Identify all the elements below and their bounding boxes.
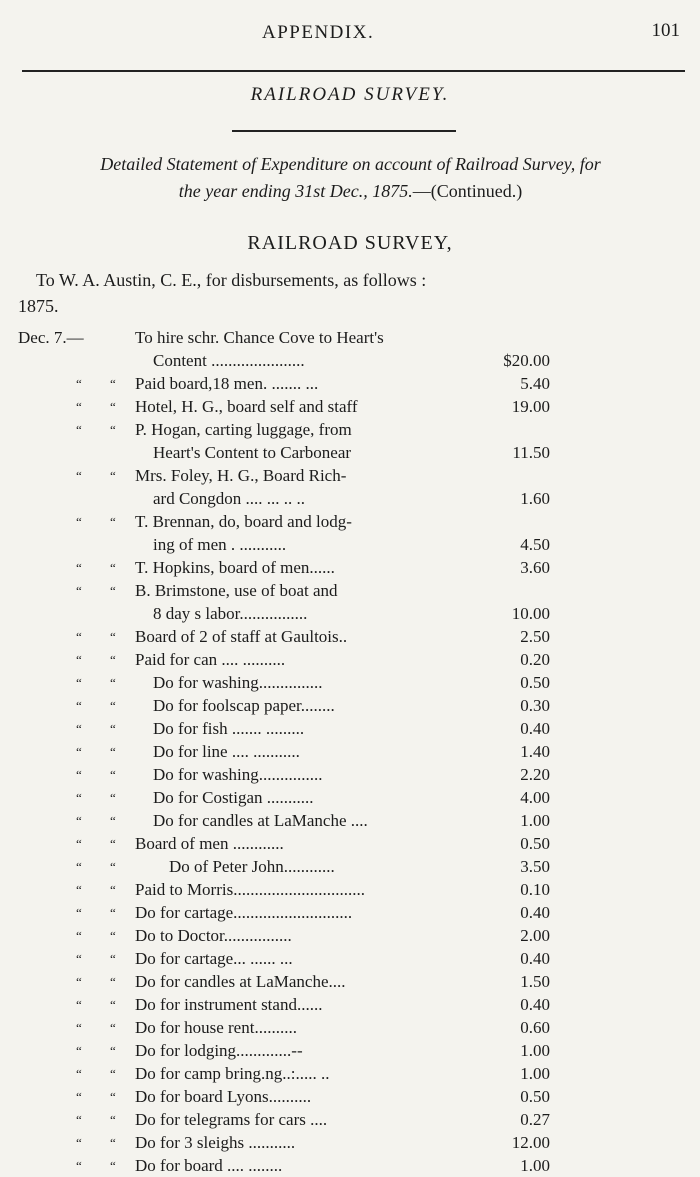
ditto-mark: “ (76, 997, 82, 1012)
entry-description (135, 924, 457, 947)
ditto-mark: “ (76, 1112, 82, 1127)
ditto-mark: “ (76, 1066, 82, 1081)
ditto-mark: “ (76, 560, 82, 575)
ditto-mark: “ (76, 974, 82, 989)
entry-amount: 3.50 (520, 857, 550, 876)
entry-description-line: Do for candles at LaManche .... (153, 811, 368, 830)
entry-description (135, 625, 457, 648)
entry-amount: 19.00 (511, 397, 550, 416)
entry-description (135, 694, 457, 717)
ditto-mark: “ (110, 790, 116, 805)
entry-amount: $20.00 (503, 351, 550, 370)
ledger-entry (18, 648, 558, 671)
statement-heading (15, 151, 686, 205)
entry-amount: 2.00 (520, 926, 550, 945)
entry-description-line: Mrs. Foley, H. G., Board Rich- (135, 466, 347, 485)
entry-description (135, 901, 457, 924)
entry-amount: 1.50 (520, 972, 550, 991)
ledger-entry (18, 809, 558, 832)
entry-description-line: Do to Doctor................ (135, 926, 292, 945)
entry-amount: 1.00 (520, 1041, 550, 1060)
ditto-mark: “ (76, 652, 82, 667)
ditto-mark: “ (110, 859, 116, 874)
ditto-mark: “ (76, 928, 82, 943)
ditto-mark: “ (110, 1066, 116, 1081)
entry-description (135, 832, 457, 855)
ledger-entry (18, 1039, 558, 1062)
entry-description (135, 993, 457, 1016)
ledger-entry (18, 1062, 558, 1085)
entry-description-line: ard Congdon .... ... .. .. (153, 489, 306, 508)
entry-description (135, 326, 457, 372)
ditto-mark: “ (110, 629, 116, 644)
entry-description-line: Do for board Lyons.......... (135, 1087, 312, 1106)
ditto-mark: “ (76, 951, 82, 966)
entry-description (135, 1085, 457, 1108)
ditto-mark: “ (110, 514, 116, 529)
entry-amount: 0.40 (520, 949, 550, 968)
entry-description-line: Do for washing............... (153, 673, 323, 692)
entry-amount: 0.60 (520, 1018, 550, 1037)
entry-description-line: B. Brimstone, use of boat and (135, 581, 338, 600)
ledger-entry (18, 395, 558, 418)
entry-description-line: Do of Peter John............ (169, 857, 335, 876)
entry-description (135, 1154, 457, 1177)
ledger-entry (18, 901, 558, 924)
entry-description-line: Do for Costigan ........... (153, 788, 314, 807)
ledger-entry (18, 671, 558, 694)
entry-description-line: Do for telegrams for cars .... (135, 1110, 328, 1129)
statement-line-2-continued: —(Continued.) (412, 181, 523, 201)
ledger-entry (18, 1131, 558, 1154)
entry-amount: 3.60 (520, 558, 550, 577)
entry-description (135, 763, 457, 786)
ledger-entry (18, 993, 558, 1016)
ditto-mark: “ (76, 468, 82, 483)
ditto-mark: “ (76, 882, 82, 897)
entry-description (135, 510, 457, 556)
entry-amount: 11.50 (512, 443, 550, 462)
entry-amount: 12.00 (511, 1133, 550, 1152)
ditto-mark: “ (76, 629, 82, 644)
entry-description (135, 878, 457, 901)
ditto-mark: “ (110, 560, 116, 575)
ledger-entry (18, 740, 558, 763)
ditto-mark: “ (110, 675, 116, 690)
section-title: RAILROAD SURVEY. (250, 84, 450, 105)
entry-description-line: Board of 2 of staff at Gaultois.. (135, 627, 348, 646)
entry-amount: 0.20 (520, 650, 550, 669)
ledger-entry (18, 556, 558, 579)
entry-description-line: T. Hopkins, board of men...... (135, 558, 335, 577)
entry-description-line: Do for foolscap paper........ (153, 696, 335, 715)
ditto-mark: “ (110, 721, 116, 736)
header-rule (22, 70, 685, 72)
ledger-entry (18, 418, 558, 464)
entry-description (135, 395, 457, 418)
entry-description (135, 556, 457, 579)
entry-amount: 4.00 (520, 788, 550, 807)
entry-amount: 1.40 (520, 742, 550, 761)
entry-description-line: Do for line .... ........... (153, 742, 300, 761)
entry-description (135, 418, 457, 464)
subtitle: RAILROAD SURVEY, (247, 232, 453, 254)
ledger-entry (18, 947, 558, 970)
entry-amount: 0.40 (520, 719, 550, 738)
entry-amount: 5.40 (520, 374, 550, 393)
entry-description (135, 1131, 457, 1154)
entry-description-line: Do for instrument stand...... (135, 995, 323, 1014)
ledger-entry (18, 579, 558, 625)
entry-description (135, 1108, 457, 1131)
ditto-mark: “ (76, 1135, 82, 1150)
entry-description-line: Do for candles at LaManche.... (135, 972, 346, 991)
ledger-entry (18, 1085, 558, 1108)
entry-description-line: Do for board .... ........ (135, 1156, 283, 1175)
ledger-entry (18, 763, 558, 786)
ditto-mark: “ (110, 882, 116, 897)
ledger-entry (18, 855, 558, 878)
entry-amount: 1.60 (520, 489, 550, 508)
ditto-mark: “ (76, 744, 82, 759)
entry-description-line: 8 day s labor................ (153, 604, 308, 623)
ditto-mark: “ (76, 1089, 82, 1104)
entry-amount: 1.00 (520, 1064, 550, 1083)
ditto-mark: “ (110, 422, 116, 437)
entry-description (135, 1016, 457, 1039)
section-rule (232, 130, 456, 132)
ledger-entry (18, 786, 558, 809)
entry-description-line: ing of men . ........... (153, 535, 287, 554)
entry-description-line: T. Brennan, do, board and lodg- (135, 512, 352, 531)
ditto-mark: “ (110, 836, 116, 851)
entry-amount: 0.50 (520, 673, 550, 692)
ditto-mark: “ (110, 767, 116, 782)
ditto-mark: “ (110, 905, 116, 920)
ditto-mark: “ (76, 399, 82, 414)
ditto-mark: “ (76, 376, 82, 391)
entry-amount: 1.00 (520, 1156, 550, 1175)
entry-amount: 0.27 (520, 1110, 550, 1129)
ledger-entry (18, 924, 558, 947)
entry-description-line: Paid board,18 men. ....... ... (135, 374, 319, 393)
ledger-entry (18, 464, 558, 510)
entry-description-line: Do for camp bring.ng..:..... .. (135, 1064, 330, 1083)
ditto-mark: “ (110, 1112, 116, 1127)
entry-description (135, 648, 457, 671)
entry-amount: 0.40 (520, 995, 550, 1014)
entry-amount: 2.50 (520, 627, 550, 646)
ledger-entry (18, 1016, 558, 1039)
entry-description (135, 717, 457, 740)
running-header: APPENDIX. (262, 22, 375, 43)
entry-description (135, 786, 457, 809)
ditto-mark: “ (110, 698, 116, 713)
ditto-mark: “ (110, 997, 116, 1012)
ditto-mark: “ (76, 905, 82, 920)
ditto-mark: “ (110, 399, 116, 414)
ditto-mark: “ (76, 1020, 82, 1035)
ditto-mark: “ (110, 583, 116, 598)
ditto-mark: “ (76, 836, 82, 851)
entry-amount: 1.00 (520, 811, 550, 830)
ledger-entry (18, 372, 558, 395)
page-number: 101 (651, 20, 680, 41)
ledger-entry (18, 1154, 558, 1177)
entry-description-line: P. Hogan, carting luggage, from (135, 420, 352, 439)
entry-description-line: Content ...................... (153, 351, 305, 370)
ledger-entry (18, 625, 558, 648)
entry-description-line: Paid to Morris............................... (135, 880, 365, 899)
entry-description-line: Heart's Content to Carbonear (153, 443, 352, 462)
ditto-mark: “ (110, 376, 116, 391)
ditto-mark: “ (110, 744, 116, 759)
expenditure-ledger (18, 326, 558, 1177)
ledger-entry (18, 326, 558, 372)
ledger-entry (18, 717, 558, 740)
entry-description (135, 740, 457, 763)
statement-line-1: Detailed Statement of Expenditure on account of Railroad Survey, for (100, 154, 601, 174)
ditto-mark: “ (76, 422, 82, 437)
ditto-mark: “ (110, 468, 116, 483)
ditto-mark: “ (76, 698, 82, 713)
entry-description (135, 579, 457, 625)
entry-description-line: Do for washing............... (153, 765, 323, 784)
ledger-entry (18, 970, 558, 993)
ditto-mark: “ (110, 928, 116, 943)
ditto-mark: “ (76, 514, 82, 529)
entry-description-line: Do for fish ....... ......... (153, 719, 305, 738)
entry-description-line: Board of men ............ (135, 834, 284, 853)
ditto-mark: “ (110, 652, 116, 667)
ditto-mark: “ (76, 583, 82, 598)
entry-description (135, 947, 457, 970)
ditto-mark: “ (76, 767, 82, 782)
ditto-mark: “ (110, 1020, 116, 1035)
ditto-mark: “ (76, 675, 82, 690)
entry-amount: 0.40 (520, 903, 550, 922)
entry-description-line: Hotel, H. G., board self and staff (135, 397, 358, 416)
ditto-mark: “ (76, 1158, 82, 1173)
entry-description (135, 809, 457, 832)
ditto-mark: “ (110, 1043, 116, 1058)
entry-amount: 0.30 (520, 696, 550, 715)
entry-description-line: Do for lodging.............-- (135, 1041, 303, 1060)
entry-description (135, 1062, 457, 1085)
entry-description-line: Do for cartage............................ (135, 903, 353, 922)
entry-amount: 2.20 (520, 765, 550, 784)
ledger-entry (18, 832, 558, 855)
ledger-entry (18, 510, 558, 556)
ditto-mark: “ (110, 1089, 116, 1104)
entry-amount: 4.50 (520, 535, 550, 554)
entry-description (135, 671, 457, 694)
statement-line-2 (15, 178, 686, 205)
year-label: 1875. (18, 296, 59, 316)
entry-description (135, 464, 457, 510)
entry-date: Dec. 7.— (18, 328, 84, 347)
intro-line: To W. A. Austin, C. E., for disbursements, as follows : (36, 270, 427, 290)
ditto-mark: “ (110, 1158, 116, 1173)
entry-description-line: Paid for can .... .......... (135, 650, 286, 669)
entry-amount: 0.50 (520, 1087, 550, 1106)
ditto-mark: “ (110, 813, 116, 828)
entry-description-line: Do for cartage... ...... ... (135, 949, 293, 968)
ditto-mark: “ (110, 951, 116, 966)
entry-description-line: To hire schr. Chance Cove to Heart's (135, 328, 384, 347)
ditto-mark: “ (110, 974, 116, 989)
ditto-mark: “ (110, 1135, 116, 1150)
ledger-entry (18, 878, 558, 901)
ledger-entry (18, 694, 558, 717)
entry-description-line: Do for house rent.......... (135, 1018, 297, 1037)
ditto-mark: “ (76, 790, 82, 805)
ditto-mark: “ (76, 721, 82, 736)
entry-description (135, 855, 457, 878)
entry-amount: 10.00 (511, 604, 550, 623)
entry-description (135, 970, 457, 993)
statement-line-2-italic: the year ending 31st Dec., 1875. (178, 181, 413, 201)
entry-description-line: Do for 3 sleighs ........... (135, 1133, 296, 1152)
entry-amount: 0.50 (520, 834, 550, 853)
ledger-entry (18, 1108, 558, 1131)
entry-amount: 0.10 (520, 880, 550, 899)
entry-description (135, 372, 457, 395)
ditto-mark: “ (76, 813, 82, 828)
ditto-mark: “ (76, 859, 82, 874)
entry-description (135, 1039, 457, 1062)
ditto-mark: “ (76, 1043, 82, 1058)
